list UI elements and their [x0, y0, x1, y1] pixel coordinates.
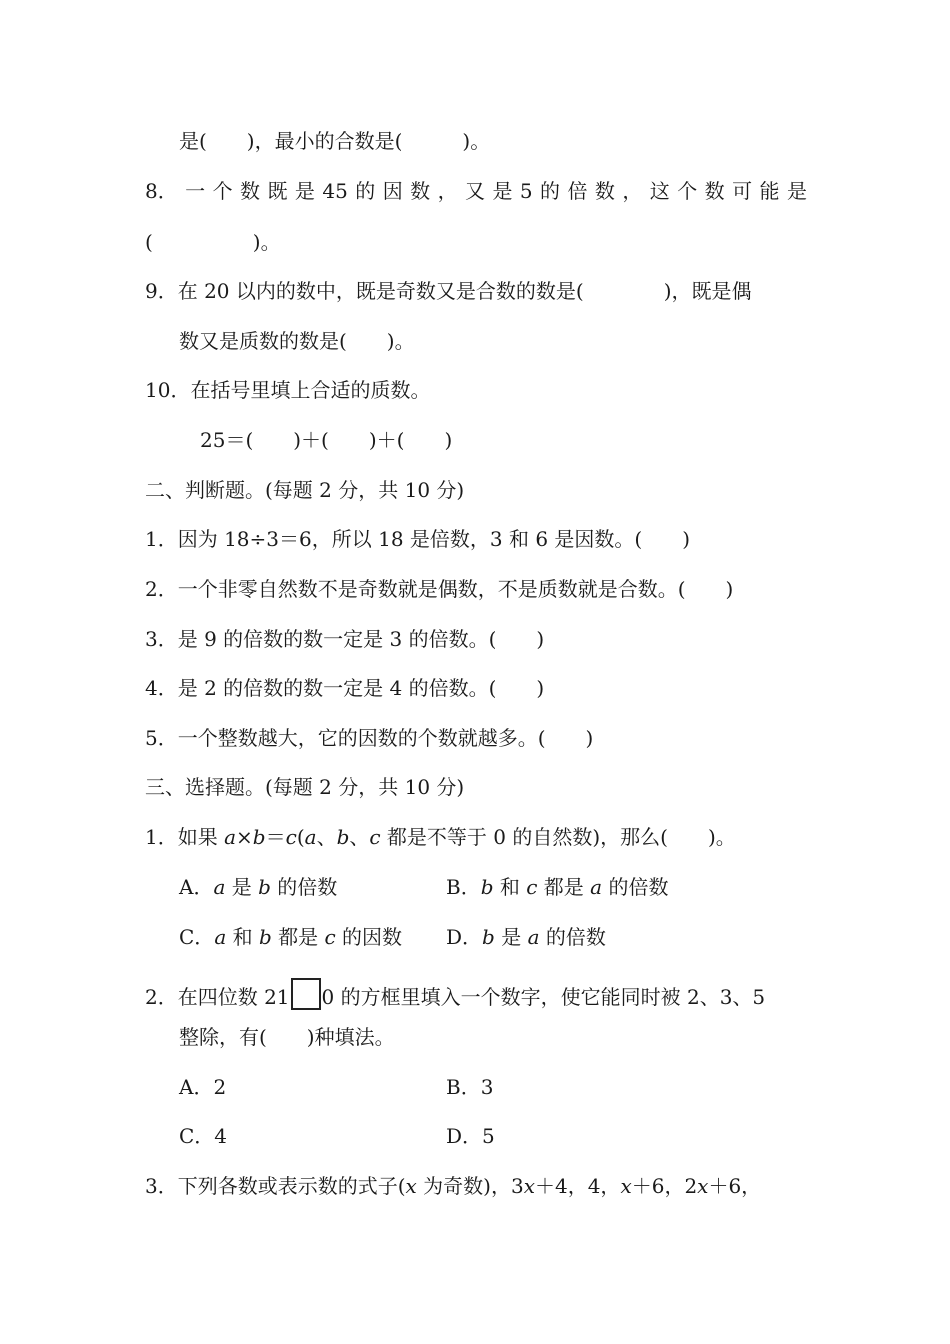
q8-token: 能: [759, 179, 780, 203]
q8-token: 8．: [145, 179, 178, 203]
judge-item-3: 3．是 9 的倍数的数一定是 3 的倍数。( ): [145, 627, 545, 651]
q8-token: 可: [732, 179, 753, 203]
q8-token: 一: [185, 179, 206, 203]
q8-token: 个: [677, 179, 698, 203]
q8-token: ，: [437, 179, 458, 203]
q8-token: 是: [492, 179, 513, 203]
choice-q1-option-a: A．a 是 b 的倍数: [179, 875, 338, 899]
q8-token: 45: [322, 179, 348, 203]
q10-line: 10．在括号里填上合适的质数。: [145, 378, 431, 402]
choice-q2-option-a: A．2: [179, 1075, 227, 1099]
q8-token: 个: [212, 179, 233, 203]
choice-q2-option-b: B．3: [446, 1075, 494, 1099]
judge-heading: 二、判断题。(每题 2 分，共 10 分): [145, 478, 465, 502]
choice-q2-stem-cont: 整除，有( )种填法。: [179, 1025, 395, 1049]
choice-q1-stem: 1．如果 a×b＝c(a、b、c 都是不等于 0 的自然数)，那么( )。: [145, 825, 736, 849]
q8-token: 是: [786, 179, 807, 203]
judge-item-5: 5．一个整数越大，它的因数的个数就越多。( ): [145, 726, 594, 750]
q8-token: 5: [519, 179, 533, 203]
judge-item-4: 4．是 2 的倍数的数一定是 4 的倍数。( ): [145, 676, 545, 700]
q8-token: 因: [382, 179, 403, 203]
q10-equation: 25＝( )＋( )＋( ): [200, 428, 453, 452]
q8-token: 既: [267, 179, 288, 203]
q8-token: 是: [294, 179, 315, 203]
q8-token: 数: [410, 179, 431, 203]
choice-q2-option-d: D．5: [446, 1124, 495, 1148]
choice-heading: 三、选择题。(每题 2 分，共 10 分): [145, 775, 465, 799]
choice-q1-option-d: D．b 是 a 的倍数: [446, 925, 606, 949]
q8-line: [145, 177, 807, 205]
q8-token: 数: [240, 179, 261, 203]
q9-line-2: 数又是质数的数是( )。: [179, 329, 415, 353]
q8-token: 又: [465, 179, 485, 203]
q8-continuation: ( )。: [145, 230, 281, 254]
q8-token: 的: [355, 179, 376, 203]
choice-q1-option-b: B．b 和 c 都是 a 的倍数: [446, 875, 669, 899]
q8-token: 倍: [567, 179, 588, 203]
choice-q2-stem: 2．在四位数 21 0 的方框里填入一个数字，使它能同时被 2、3、5: [145, 978, 765, 1011]
choice-q1-option-c: C．a 和 b 都是 c 的因数: [179, 925, 403, 949]
q9-line-1: 9．在 20 以内的数中，既是奇数又是合数的数是( )，既是偶: [145, 279, 752, 303]
choice-q3-stem: 3．下列各数或表示数的式子(x 为奇数)，3x＋4，4，x＋6，2x＋6，: [145, 1174, 762, 1198]
q8-token: 这: [649, 179, 670, 203]
q7-continuation: 是( )，最小的合数是( )。: [179, 129, 491, 153]
choice-q2-option-c: C．4: [179, 1124, 228, 1148]
q8-token: 的: [540, 179, 561, 203]
q8-token: 数: [704, 179, 725, 203]
judge-item-1: 1．因为 18÷3＝6，所以 18 是倍数，3 和 6 是因数。( ): [145, 527, 691, 551]
digit-box: [291, 978, 321, 1010]
q8-token: 数: [594, 179, 615, 203]
judge-item-2: 2．一个非零自然数不是奇数就是偶数，不是质数就是合数。( ): [145, 577, 734, 601]
q8-token: ，: [622, 179, 643, 203]
